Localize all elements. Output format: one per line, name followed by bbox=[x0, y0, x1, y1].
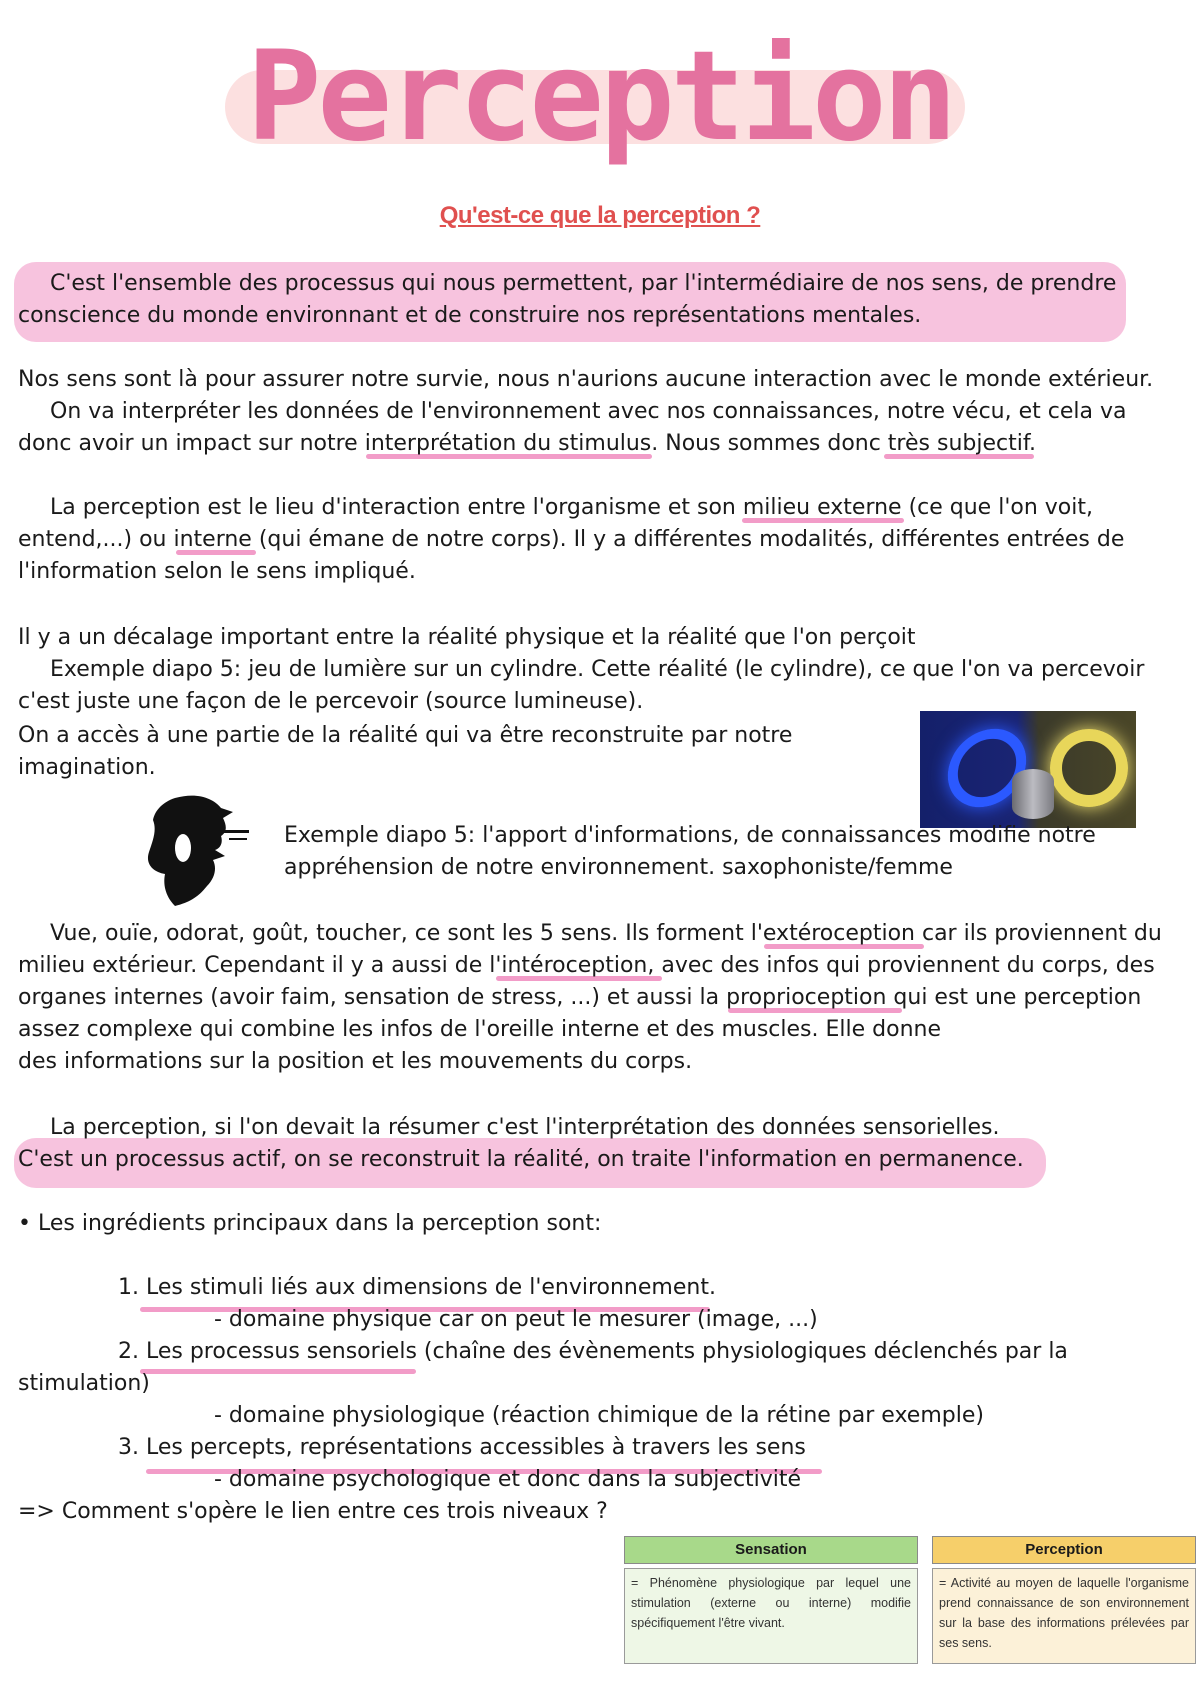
cylinder-shape bbox=[1012, 769, 1054, 819]
definition-line: C'est l'ensemble des processus qui nous permettent, par l'intermédiaire de nos sens, de prendre bbox=[50, 271, 1117, 296]
sensation-header: Sensation bbox=[624, 1536, 918, 1564]
list-item: 1. Les stimuli liés aux dimensions de l'environnement. bbox=[118, 1275, 716, 1300]
saxophonist-illusion-image bbox=[135, 790, 255, 910]
text-line: Nos sens sont là pour assurer notre survie, nous n'aurions aucune interaction avec le monde extérieur. bbox=[18, 367, 1154, 392]
list-item: 2. Les processus sensoriels (chaîne des évènements physiologiques déclenchés par la bbox=[118, 1339, 1068, 1364]
text-line: La perception, si l'on devait la résumer c'est l'interprétation des données sensorielles. bbox=[50, 1115, 1000, 1140]
text-line: des informations sur la position et les mouvements du corps. bbox=[18, 1049, 693, 1074]
list-item-continuation: stimulation) bbox=[18, 1371, 150, 1396]
text-line: Vue, ouïe, odorat, goût, toucher, ce sont les 5 sens. Ils forment l'extéroception car ils proviennent du bbox=[50, 921, 1162, 946]
perception-definition: = Activité au moyen de laquelle l'organisme prend connaissance de son environnement sur la base des informations prélevées par ses sens. bbox=[932, 1568, 1196, 1664]
text-line: Il y a un décalage important entre la réalité physique et la réalité que l'on perçoit bbox=[18, 625, 916, 650]
section-heading: Qu'est-ce que la perception ? bbox=[439, 202, 761, 229]
sensation-definition: = Phénomène physiologique par lequel une stimulation (externe ou interne) modifie spécifiquement l'être vivant. bbox=[624, 1568, 918, 1664]
text-line: Exemple diapo 5: l'apport d'informations, de connaissances modifie notre bbox=[284, 823, 1096, 848]
text-line: organes internes (avoir faim, sensation de stress, ...) et aussi la proprioception qui est une perception bbox=[18, 985, 1142, 1010]
text-line: On a accès à une partie de la réalité qui va être reconstruite par notre bbox=[18, 723, 793, 748]
perception-header: Perception bbox=[932, 1536, 1196, 1564]
page-title: Perception bbox=[246, 25, 954, 169]
text-line: imagination. bbox=[18, 755, 156, 780]
text-line: entend,...) ou interne (qui émane de notre corps). Il y a différentes modalités, différentes entrées de bbox=[18, 527, 1125, 552]
text-line: donc avoir un impact sur notre interprétation du stimulus. Nous sommes donc très subjectif. bbox=[18, 431, 1036, 456]
underline-mark bbox=[140, 1369, 416, 1374]
text-line: milieu extérieur. Cependant il y a aussi de l'intéroception, avec des infos qui proviennent du corps, des bbox=[18, 953, 1155, 978]
question-line: => Comment s'opère le lien entre ces trois niveaux ? bbox=[18, 1499, 608, 1524]
text-line: Exemple diapo 5: jeu de lumière sur un cylindre. Cette réalité (le cylindre), ce que l'on va percevoir bbox=[50, 657, 1145, 682]
text-line: On va interpréter les données de l'environnement avec nos connaissances, notre vécu, et cela va bbox=[50, 399, 1127, 424]
bullet-item: • Les ingrédients principaux dans la perception sont: bbox=[18, 1211, 602, 1236]
list-subitem: - domaine physique car on peut le mesurer (image, ...) bbox=[214, 1307, 818, 1332]
yellow-light-shape bbox=[1050, 729, 1128, 807]
text-line: c'est juste une façon de le percevoir (source lumineuse). bbox=[18, 689, 644, 714]
text-line: La perception est le lieu d'interaction entre l'organisme et son milieu externe (ce que l'on voit, bbox=[50, 495, 1093, 520]
text-line: C'est un processus actif, on se reconstruit la réalité, on traite l'information en permanence. bbox=[18, 1147, 1024, 1172]
text-line: assez complexe qui combine les infos de l'oreille interne et des muscles. Elle donne bbox=[18, 1017, 941, 1042]
cylinder-light-image bbox=[920, 711, 1136, 828]
text-line: l'information selon le sens impliqué. bbox=[18, 559, 416, 584]
list-subitem: - domaine psychologique et donc dans la subjectivité bbox=[214, 1467, 802, 1492]
list-subitem: - domaine physiologique (réaction chimique de la rétine par exemple) bbox=[214, 1403, 984, 1428]
definition-line: conscience du monde environnant et de construire nos représentations mentales. bbox=[18, 303, 922, 328]
text-line: appréhension de notre environnement. saxophoniste/femme bbox=[284, 855, 953, 880]
list-item: 3. Les percepts, représentations accessibles à travers les sens bbox=[118, 1435, 806, 1460]
